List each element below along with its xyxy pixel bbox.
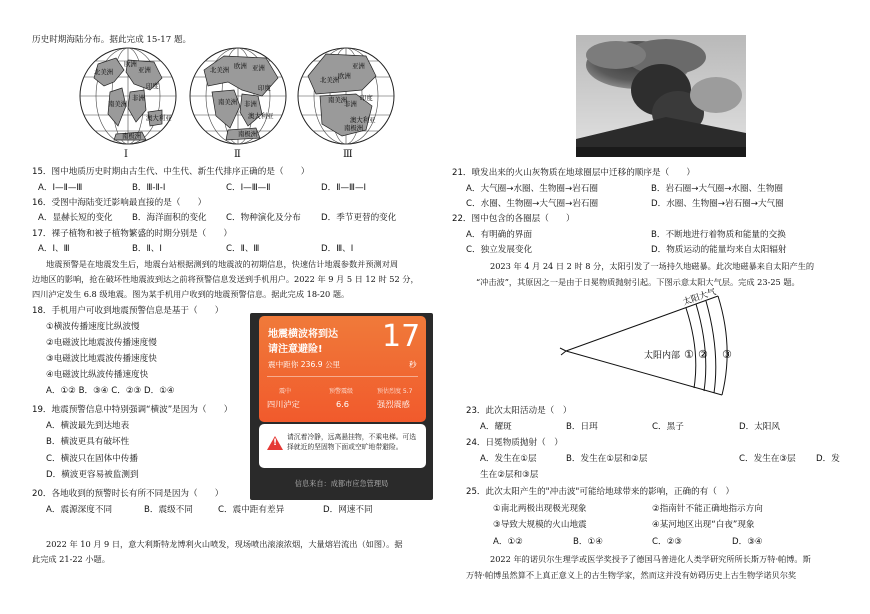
- sun-interior-label: 太阳内部: [644, 351, 681, 361]
- q25-option-d: D．③④: [732, 537, 763, 547]
- q16-option-c: C．物种演化及分布: [226, 213, 301, 223]
- q24-option-d-continued: 生在②层和③层: [480, 470, 539, 480]
- q23-option-a: A．耀斑: [480, 422, 512, 432]
- q24-option-c: C．发生在③层: [739, 454, 796, 464]
- warning-icon: !: [267, 436, 283, 450]
- q15-option-a: A．Ⅰ—Ⅱ—Ⅲ: [38, 183, 83, 193]
- q19-option-b: B．横波更具有破坏性: [46, 437, 130, 447]
- passage-volcano-line-1: 2022 年 10 月 9 日，意大利斯特龙博利火山喷发，现场喷出滚滚浓烟，大量熔岩流出（如图）。据: [46, 539, 403, 549]
- q22-option-c: C．独立发展变化: [466, 245, 533, 255]
- q18-options: A．①② B．③④ C．②③ D．①④: [46, 386, 175, 396]
- intro-line: 历史时期海陆分布。据此完成 15-17 题。: [32, 35, 192, 45]
- info-source: 信息来自：成都市应急管理局: [294, 479, 389, 488]
- question-21: 21．喷发出来的火山灰物质在地球圈层中迁移的顺序是（ ）: [452, 168, 695, 178]
- continent-label: 南美洲: [108, 100, 128, 108]
- alert-title-2: 请注意避险!: [268, 344, 323, 355]
- solar-atmosphere-diagram: [548, 285, 754, 403]
- q25-option-c: C．②③: [652, 537, 683, 547]
- question-16: 16．受图中海陆变迁影响最直接的是（ ）: [32, 198, 207, 208]
- continent-label: 非洲: [244, 100, 257, 108]
- q21-option-d: D．水圈、生物圈→岩石圈→大气圈: [651, 199, 784, 209]
- paleogeography-globes: [78, 44, 398, 162]
- q20-option-c: C．震中距有差异: [218, 505, 285, 515]
- question-17: 17．裸子植物和被子植物繁盛的时期分别是（ ）: [32, 229, 232, 239]
- countdown-unit: 秒: [409, 360, 417, 369]
- q19-option-a: A．横波最先到达地表: [46, 421, 130, 431]
- q25-item-2: ②指南针不能正确地指示方向: [652, 504, 763, 514]
- question-25: 25．此次太阳产生的"冲击波"可能给地球带来的影响，正确的有（ ）: [466, 487, 735, 497]
- q25-item-4: ④某河地区出现“白夜”现象: [652, 520, 755, 530]
- q16-option-a: A．显赫长短的变化: [38, 213, 113, 223]
- magnitude-label: 预警震级: [329, 388, 354, 395]
- q24-option-d: D．发: [816, 454, 840, 464]
- countdown-number: 17: [382, 319, 421, 354]
- passage-earthquake-line-1: 地震预警是在地震发生后，地震台站根据测到的地震波的初期信息，快速估计地震参数并预测对周: [46, 259, 399, 269]
- q22-option-b: B．不断地进行着物质和能量的交换: [651, 230, 786, 240]
- continent-label: 欧洲: [234, 62, 247, 70]
- passage-nobel-line-2: 万特·帕博虽然算不上真正意义上的古生物学家，然而这并没有妨碍历史上古生物学诺贝尔奖: [466, 570, 797, 580]
- q20-option-d: D．网速不同: [323, 505, 373, 515]
- solar-atmosphere-label: 太阳大气: [681, 287, 718, 308]
- epicenter-label: 震中: [279, 388, 292, 395]
- passage-volcano-line-2: 此完成 21-22 小题。: [32, 554, 110, 564]
- q20-option-b: B．震级不同: [144, 505, 193, 515]
- globe-2-numeral: Ⅱ: [234, 149, 241, 160]
- q25-option-a: A．①②: [493, 537, 523, 547]
- q23-option-c: C．黑子: [652, 422, 684, 432]
- safety-advice-card: [259, 424, 426, 468]
- volcano-eruption-photo: [576, 35, 746, 157]
- alert-title-1: 地震横波将到达: [268, 329, 338, 340]
- q25-item-3: ③导致大规模的火山地震: [493, 520, 587, 530]
- q18-item-3: ③电磁波比地震波传播速度快: [46, 354, 157, 364]
- continent-label: 南极洲: [238, 130, 258, 138]
- continent-label: 南极洲: [344, 124, 364, 132]
- q25-item-1: ①南北两极出现极光现象: [493, 504, 587, 514]
- continent-label: 亚洲: [252, 64, 265, 72]
- continent-label: 南美洲: [328, 96, 348, 104]
- alert-card: [259, 316, 426, 422]
- q24-option-a: A．发生在①层: [480, 454, 537, 464]
- layer-3-label: ③: [722, 348, 732, 361]
- globe-3-numeral: Ⅲ: [343, 149, 353, 160]
- continent-label: 北美洲: [210, 66, 230, 74]
- safety-advice-text: 请沉着冷静，远离悬挂物，不乘电梯。可选择就近的坚固物下面或空旷地带避险。: [287, 433, 417, 451]
- epicenter-distance: 震中距你 236.9 公里: [268, 360, 341, 369]
- intensity-value: 强烈震感: [377, 399, 410, 409]
- q15-option-b: B．Ⅲ-Ⅱ-Ⅰ: [132, 183, 166, 193]
- passage-solar-line-1: 2023 年 4 月 24 日 2 时 8 分，太阳引发了一场持久地磁暴。此次地磁暴来自太阳产生的: [490, 261, 815, 271]
- continent-label: 澳大利亚: [146, 114, 172, 122]
- passage-earthquake-line-2: 边地区的影响，抢在破坏性地震波到达之前将预警信息发送到手机用户。2022 年 9 月 5 日 12 时 52 分，: [32, 274, 419, 284]
- continent-label: 印度: [360, 94, 373, 102]
- continent-label: 欧洲: [124, 60, 137, 68]
- question-23: 23．此次太阳活动是（ ）: [466, 406, 572, 416]
- intensity-label: 预估烈度 5.7: [377, 388, 413, 395]
- q23-option-b: B．日珥: [566, 422, 598, 432]
- q17-option-c: C．Ⅱ、Ⅲ: [226, 244, 260, 254]
- q18-item-2: ②电磁波比地震波传播速度慢: [46, 338, 157, 348]
- q21-option-c: C．水圈、生物圈→大气圈→岩石圈: [466, 199, 599, 209]
- continent-label: 欧洲: [338, 72, 351, 80]
- layer-1-label: ①: [684, 348, 694, 361]
- continent-label: 非洲: [344, 100, 357, 108]
- question-19: 19．地震预警信息中特别强调“横波”是因为（ ）: [32, 405, 233, 415]
- question-18: 18．手机用户可收到地震预警信息是基于（ ）: [32, 306, 224, 316]
- q15-option-c: C．Ⅰ—Ⅲ—Ⅱ: [226, 183, 271, 193]
- continent-label: 印度: [146, 82, 159, 90]
- q16-option-b: B．海洋面积的变化: [132, 213, 207, 223]
- q20-option-a: A．震源深度不同: [46, 505, 113, 515]
- q19-option-d: D．横波更容易被监测到: [46, 470, 139, 480]
- q16-option-d: D．季节更替的变化: [321, 213, 397, 223]
- continent-label: 澳大利亚: [350, 116, 376, 124]
- passage-solar-line-2: “冲击波”，其原因之一是由于日冕物质抛射引起。下图示意太阳大气层。完成 23-25 题。: [476, 277, 800, 287]
- continent-label: 澳大利亚: [248, 112, 274, 120]
- q21-option-a: A．大气圈→水圈、生物圈→岩石圈: [466, 184, 598, 194]
- q18-item-4: ④电磁波比纵波传播速度快: [46, 370, 149, 380]
- q23-option-d: D．太阳风: [739, 422, 780, 432]
- question-15: 15．图中地质历史时期由古生代、中生代、新生代排序正确的是（ ）: [32, 167, 310, 177]
- epicenter-value: 四川泸定: [267, 399, 300, 409]
- q15-option-d: D．Ⅱ—Ⅲ—Ⅰ: [321, 183, 367, 193]
- q18-item-1: ①横波传播速度比纵波慢: [46, 322, 140, 332]
- continent-label: 印度: [258, 84, 271, 92]
- passage-nobel-line-1: 2022 年的诺贝尔生理学或医学奖授予了德国马普进化人类学研究所所长斯万特·帕博。斯: [490, 554, 811, 564]
- q17-option-d: D．Ⅲ、Ⅰ: [321, 244, 354, 254]
- continent-label: 北美洲: [320, 76, 340, 84]
- continent-label: 北美洲: [94, 68, 114, 76]
- globe-1-numeral: Ⅰ: [124, 149, 128, 160]
- q24-option-b: B．发生在①层和②层: [566, 454, 648, 464]
- question-24: 24．日冕物质抛射（ ）: [466, 438, 563, 448]
- card-divider: [267, 376, 418, 377]
- q17-option-a: A．Ⅰ、Ⅲ: [38, 244, 70, 254]
- q21-option-b: B．岩石圈→大气圈→水圈、生物圈: [651, 184, 784, 194]
- continent-label: 南极洲: [122, 132, 142, 140]
- q25-option-b: B．①④: [573, 537, 603, 547]
- continent-label: 亚洲: [352, 62, 365, 70]
- layer-2-label: ②: [698, 348, 708, 361]
- passage-earthquake-line-3: 四川泸定发生 6.8 级地震。图为某手机用户收到的地震预警信息。据此完成 18-20 题。: [32, 289, 350, 299]
- q19-option-c: C．横波只在固体中传播: [46, 454, 138, 464]
- q17-option-b: B．Ⅱ、Ⅰ: [132, 244, 162, 254]
- continent-label: 亚洲: [138, 66, 151, 74]
- question-20: 20．各地收到的预警时长有所不同是因为（ ）: [32, 489, 224, 499]
- continent-label: 南美洲: [218, 98, 238, 106]
- continent-label: 非洲: [132, 94, 145, 102]
- magnitude-value: 6.6: [336, 399, 350, 409]
- q22-option-a: A．有明确的界面: [466, 230, 533, 240]
- q22-option-d: D．物质运动的能量均来自太阳辐射: [651, 245, 787, 255]
- question-22: 22．图中包含的各圈层（ ）: [452, 214, 575, 224]
